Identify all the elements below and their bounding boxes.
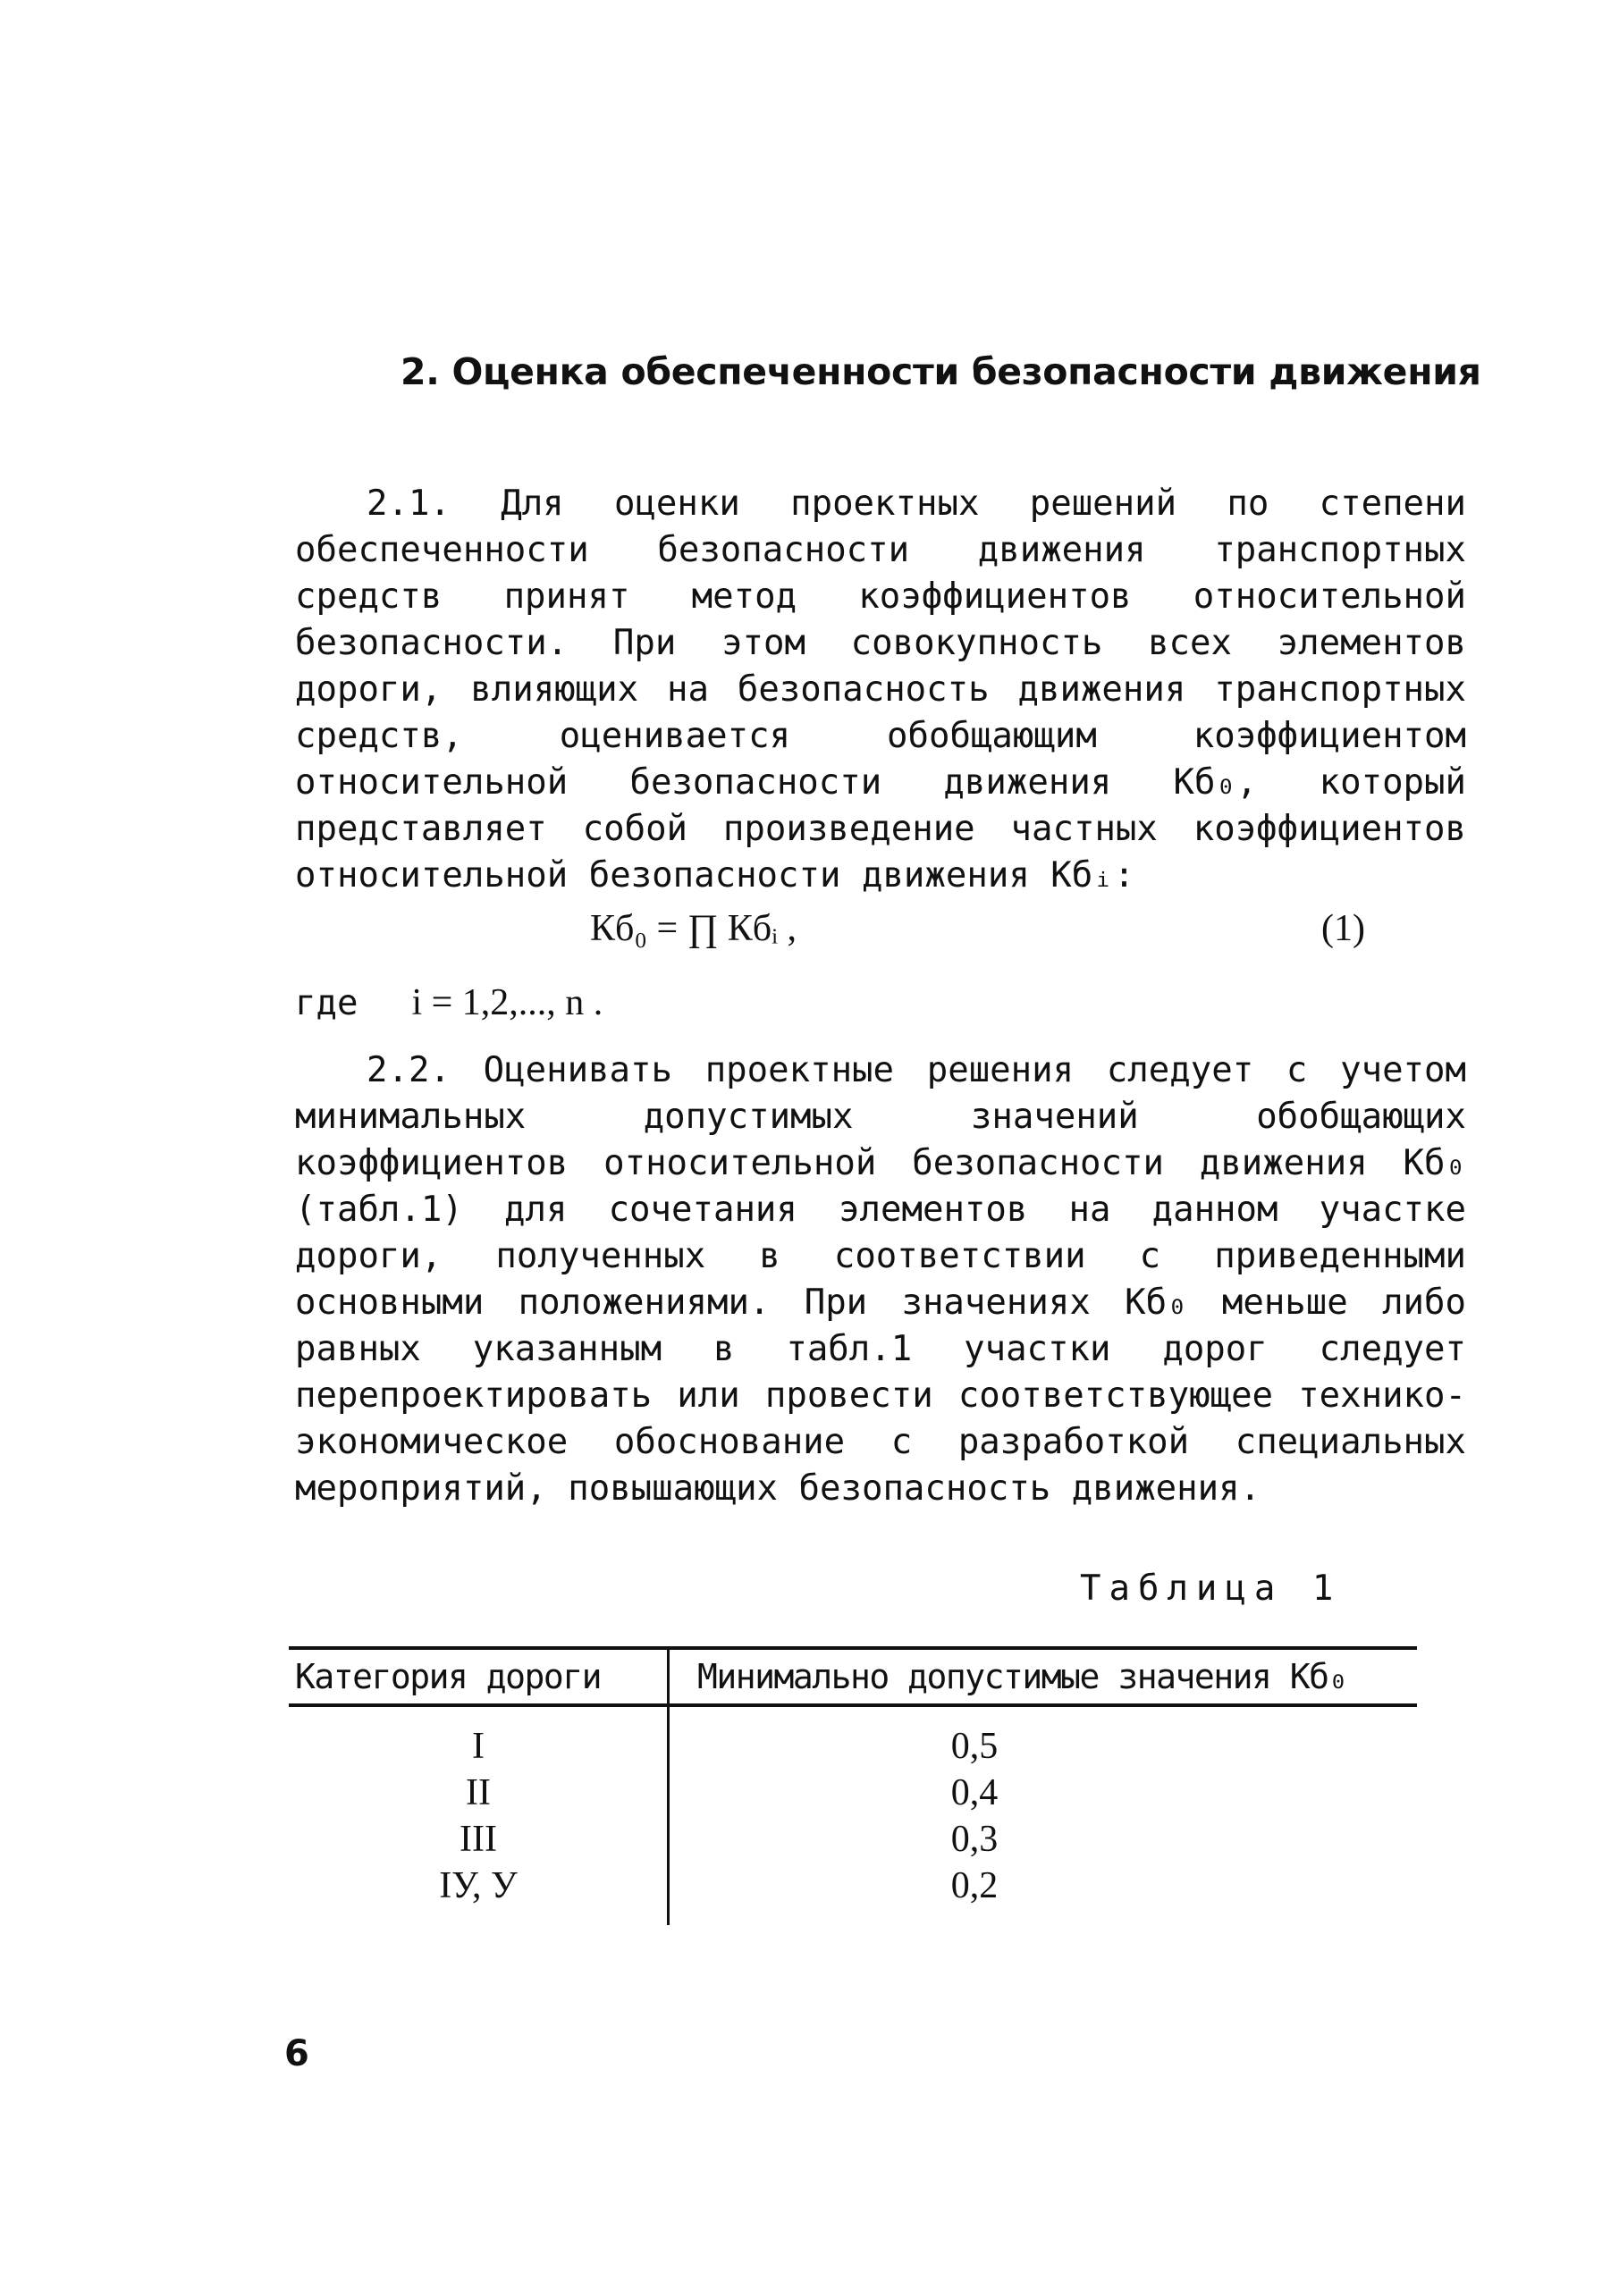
table-cell-value: 0,2	[950, 1865, 999, 1906]
table-column-divider	[667, 1648, 670, 1925]
table-header-category: Категория дороги	[295, 1657, 602, 1696]
formula-1: Кб₀ = ∏ Кбᵢ ,	[590, 908, 797, 949]
page-number: 6	[284, 2033, 309, 2074]
where-label: где	[295, 983, 358, 1023]
table-caption: Таблица 1	[1080, 1569, 1342, 1609]
table-cell-category: III	[460, 1819, 497, 1860]
table-cell-value: 0,3	[950, 1819, 999, 1860]
table-cell-value: 0,5	[950, 1726, 999, 1767]
table-header-min-values: Минимально допустимые значения Кб₀	[697, 1657, 1347, 1696]
section-heading: 2. Оценка обеспеченности безопасности движения	[401, 350, 1481, 393]
where-condition: i = 1,2,..., n .	[411, 982, 603, 1023]
table-top-rule	[289, 1646, 1417, 1650]
table-cell-category: II	[466, 1772, 491, 1813]
paragraph-2-2: 2.2. Оценивать проектные решения следует с учетом минимальных допустимых значений обобщающих коэффициентов относительной безопасности движения Кб₀ (табл.1) для сочетания элементов на данном участке дороги, полученных в соответствии с приведенными основными положениями. При значениях Кб₀ меньше либо равных указанным в табл.1 участки дорог следует перепроектировать или провести соответствующее технико-экономическое обоснование с разработкой специальных мероприятий, повышающих безопасность движения.	[295, 1050, 1466, 1509]
formula-number: (1)	[1321, 908, 1365, 949]
formula-where-line	[295, 981, 603, 1024]
table-header-rule	[289, 1703, 1417, 1707]
table-cell-value: 0,4	[950, 1772, 999, 1813]
table-cell-category: IУ, У	[439, 1865, 518, 1906]
table-cell-category: I	[472, 1726, 485, 1767]
paragraph-2-1: 2.1. Для оценки проектных решений по степени обеспеченности безопасности движения транспортных средств принят метод коэффициентов относительной безопасности. При этом совокупность всех элементов дороги, влияющих на безопасность движения транспортных средств, оценивается обобщающим коэффициентом относительной безопасности движения Кб₀, который представляет собой произведение частных коэффициентов относительной безопасности движения Кбᵢ:	[295, 484, 1466, 896]
